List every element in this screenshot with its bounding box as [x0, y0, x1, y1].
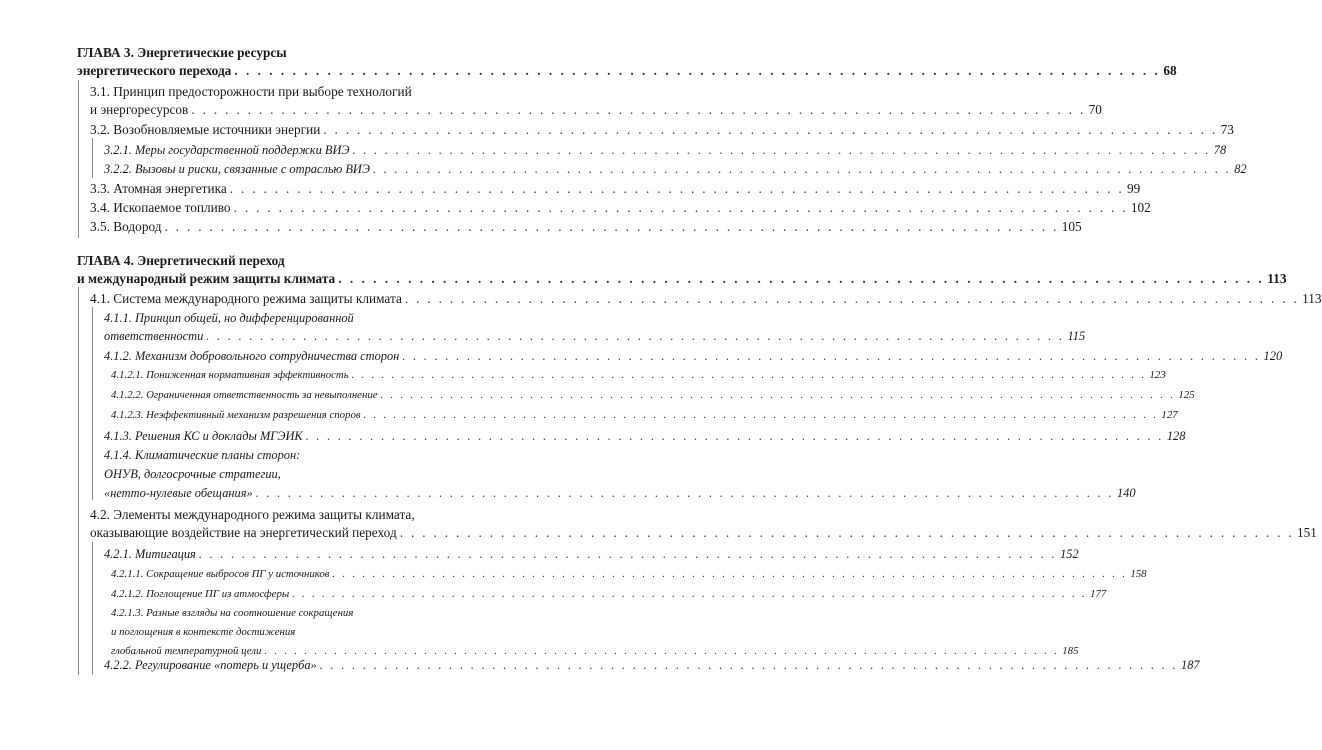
page-number: 125 — [1178, 389, 1195, 401]
toc-entry-title: 3.2.1. Меры государственной поддержки ВИЭ — [104, 143, 350, 157]
toc-entry-line — [77, 252, 494, 270]
dot-leader: . . . . . . . . . . . . . . . . . . . . . . . . . . . . . . . . . . . . . . . . . . . . . . . . . . . . . . . . . . . . . . . . . . . . . . . . . . . . . . . . — [234, 63, 1161, 78]
toc-entry-subsub[interactable] — [111, 406, 1178, 424]
dot-leader: . . . . . . . . . . . . . . . . . . . . . . . . . . . . . . . . . . . . . . . . . . . . . . . . . . . . . . . . . . . . . . . . . . . . . . . . . . . . . . . . — [206, 329, 1065, 343]
toc-entry-section[interactable] — [90, 506, 1317, 542]
toc-entry-title: 3.3. Атомная энергетика — [90, 181, 227, 196]
dot-leader: . . . . . . . . . . . . . . . . . . . . . . . . . . . . . . . . . . . . . . . . . . . . . . . . . . . . . . . . . . . . . . . . . . . . . . . . . . . . . . . . — [191, 102, 1086, 117]
dot-leader: . . . . . . . . . . . . . . . . . . . . . . . . . . . . . . . . . . . . . . . . . . . . . . . . . . . . . . . . . . . . . . . . . . . . . . . . . . . . . . . . — [264, 645, 1060, 657]
dot-leader: . . . . . . . . . . . . . . . . . . . . . . . . . . . . . . . . . . . . . . . . . . . . . . . . . . . . . . . . . . . . . . . . . . . . . . . . . . . . . . . . — [319, 658, 1178, 672]
toc-entry-subsub[interactable] — [111, 366, 1166, 384]
page-number: 140 — [1116, 486, 1136, 500]
toc-entry-title: 4.1.4. Климатические планы сторон: — [104, 448, 301, 462]
toc-entry-subsub[interactable] — [111, 386, 1195, 404]
dot-leader: . . . . . . . . . . . . . . . . . . . . . . . . . . . . . . . . . . . . . . . . . . . . . . . . . . . . . . . . . . . . . . . . . . . . . . . . . . . . . . . . — [338, 271, 1265, 286]
toc-entry-sub[interactable] — [104, 446, 1136, 503]
page-number: 127 — [1161, 409, 1178, 421]
toc-entry-line — [104, 309, 494, 327]
dot-leader: . . . . . . . . . . . . . . . . . . . . . . . . . . . . . . . . . . . . . . . . . . . . . . . . . . . . . . . . . . . . . . . . . . . . . . . . . . . . . . . . — [233, 200, 1128, 215]
toc-entry-title: глобальной температурной цели — [111, 645, 262, 657]
toc-entry-title: и международный режим защиты климата — [77, 271, 336, 286]
toc-entry-subsub[interactable] — [111, 604, 1079, 661]
toc-entry-title: 3.2.2. Вызовы и риски, связанные с отраслью ВИЭ — [104, 162, 370, 176]
toc-entry-section[interactable] — [90, 83, 1102, 119]
page-number: 128 — [1166, 429, 1186, 443]
toc-entry-title: 4.1.2.1. Пониженная нормативная эффективность — [111, 369, 349, 381]
toc-entry-sub[interactable] — [104, 427, 1186, 445]
dot-leader: . . . . . . . . . . . . . . . . . . . . . . . . . . . . . . . . . . . . . . . . . . . . . . . . . . . . . . . . . . . . . . . . . . . . . . . . . . . . . . . . — [164, 219, 1059, 234]
toc-entry-title: ГЛАВА 4. Энергетический переход — [77, 253, 285, 268]
dot-leader: . . . . . . . . . . . . . . . . . . . . . . . . . . . . . . . . . . . . . . . . . . . . . . . . . . . . . . . . . . . . . . . . . . . . . . . . . . . . . . . . — [380, 389, 1176, 401]
dot-leader: . . . . . . . . . . . . . . . . . . . . . . . . . . . . . . . . . . . . . . . . . . . . . . . . . . . . . . . . . . . . . . . . . . . . . . . . . . . . . . . . — [255, 486, 1114, 500]
toc-entry-chapter[interactable] — [77, 252, 1287, 288]
page-number: 78 — [1213, 143, 1227, 157]
page-number: 152 — [1060, 547, 1079, 561]
toc-entry-line — [104, 327, 1086, 345]
page-number: 113 — [1267, 271, 1287, 286]
toc-entry-line — [90, 180, 1141, 198]
page-number: 158 — [1130, 568, 1147, 580]
toc-entry-title: 4.1.3. Решения КС и доклады МГЭИК — [104, 429, 303, 443]
page-number: 73 — [1220, 122, 1234, 137]
toc-entry-title: и энергоресурсов — [90, 102, 189, 117]
toc-entry-title: 4.1.2.3. Неэффективный механизм разрешения споров — [111, 409, 361, 421]
toc-entry-title: 4.2.1. Митигация — [104, 547, 196, 561]
toc-entry-line — [90, 101, 1102, 119]
toc-entry-line — [111, 406, 1178, 424]
toc-entry-line — [104, 141, 1227, 159]
toc-entry-line — [77, 44, 494, 62]
toc-entry-title: 3.1. Принцип предосторожности при выборе технологий — [90, 84, 412, 99]
toc-entry-title: и поглощения в контексте достижения — [111, 626, 296, 638]
toc-entry-title: оказывающие воздействие на энергетический переход — [90, 525, 397, 540]
page-number: 187 — [1181, 658, 1200, 672]
toc-entry-sub[interactable] — [104, 160, 1247, 178]
dot-leader: . . . . . . . . . . . . . . . . . . . . . . . . . . . . . . . . . . . . . . . . . . . . . . . . . . . . . . . . . . . . . . . . . . . . . . . . . . . . . . . . — [198, 547, 1058, 561]
toc-entry-title: 4.2. Элементы международного режима защиты климата, — [90, 507, 415, 522]
dot-leader: . . . . . . . . . . . . . . . . . . . . . . . . . . . . . . . . . . . . . . . . . . . . . . . . . . . . . . . . . . . . . . . . . . . . . . . . . . . . . . . . — [323, 122, 1218, 137]
page-number: 102 — [1130, 200, 1151, 215]
toc-entry-title: 4.2.1.2. Поглощение ПГ из атмосферы — [111, 588, 290, 600]
toc-entry-title: ОНУВ, долгосрочные стратегии, — [104, 467, 281, 481]
toc-entry-title: 3.4. Ископаемое топливо — [90, 200, 231, 215]
toc-entry-line — [90, 506, 494, 524]
toc-entry-line — [77, 62, 1177, 80]
toc-entry-line — [111, 565, 1147, 583]
page-number: 99 — [1127, 181, 1141, 196]
toc-entry-line — [111, 366, 1166, 384]
page-number: 151 — [1296, 525, 1317, 540]
toc-entry-title: энергетического перехода — [77, 63, 232, 78]
toc-entry-line — [104, 347, 1283, 365]
toc-entry-title: 3.5. Водород — [90, 219, 162, 234]
dot-leader: . . . . . . . . . . . . . . . . . . . . . . . . . . . . . . . . . . . . . . . . . . . . . . . . . . . . . . . . . . . . . . . . . . . . . . . . . . . . . . . . — [229, 181, 1125, 196]
toc-entry-subsub[interactable] — [111, 565, 1147, 583]
toc-entry-sub[interactable] — [104, 545, 1079, 563]
toc-entry-line — [90, 290, 1322, 308]
page-number: 123 — [1149, 369, 1166, 381]
toc-entry-title: 4.2.1.3. Разные взгляды на соотношение сокращения — [111, 607, 354, 619]
toc-entry-title: 4.2.1.1. Сокращение выбросов ПГ у источников — [111, 568, 330, 580]
toc-entry-line — [111, 623, 494, 642]
toc-entry-title: 4.2.2. Регулирование «потерь и ущерба» — [104, 658, 317, 672]
toc-entry-section[interactable] — [90, 199, 1151, 217]
page-number: 105 — [1061, 219, 1082, 234]
page-number: 68 — [1163, 63, 1177, 78]
toc-entry-line — [90, 218, 1082, 236]
toc-entry-line — [90, 524, 1317, 542]
indent-guide-line — [78, 287, 79, 675]
page-number: 113 — [1302, 291, 1322, 306]
toc-entry-line — [104, 160, 1247, 178]
page-number: 82 — [1234, 162, 1247, 176]
toc-entry-title: 3.2. Возобновляемые источники энергии — [90, 122, 321, 137]
dot-leader: . . . . . . . . . . . . . . . . . . . . . . . . . . . . . . . . . . . . . . . . . . . . . . . . . . . . . . . . . . . . . . . . . . . . . . . . . . . . . . . . — [363, 409, 1159, 421]
toc-entry-section[interactable] — [90, 180, 1141, 198]
toc-entry-line — [90, 83, 494, 101]
toc-entry-section[interactable] — [90, 290, 1322, 308]
dot-leader: . . . . . . . . . . . . . . . . . . . . . . . . . . . . . . . . . . . . . . . . . . . . . . . . . . . . . . . . . . . . . . . . . . . . . . . . . . . . . . . . — [402, 349, 1261, 363]
page-number: 115 — [1067, 329, 1086, 343]
page-number: 185 — [1062, 645, 1079, 657]
toc-entry-line — [90, 199, 1151, 217]
dot-leader: . . . . . . . . . . . . . . . . . . . . . . . . . . . . . . . . . . . . . . . . . . . . . . . . . . . . . . . . . . . . . . . . . . . . . . . . . . . . . . . . — [292, 588, 1088, 600]
dot-leader: . . . . . . . . . . . . . . . . . . . . . . . . . . . . . . . . . . . . . . . . . . . . . . . . . . . . . . . . . . . . . . . . . . . . . . . . . . . . . . . . — [404, 291, 1300, 306]
toc-entry-sub[interactable] — [104, 309, 1086, 345]
toc-entry-line — [104, 446, 494, 465]
toc-entry-line — [104, 465, 494, 484]
page-number: 177 — [1090, 588, 1107, 600]
dot-leader: . . . . . . . . . . . . . . . . . . . . . . . . . . . . . . . . . . . . . . . . . . . . . . . . . . . . . . . . . . . . . . . . . . . . . . . . . . . . . . . . — [352, 143, 1211, 157]
toc-entry-line — [104, 427, 1186, 445]
indent-guide-line — [92, 307, 93, 500]
toc-entry-title: ответственности — [104, 329, 204, 343]
toc-entry-subsub[interactable] — [111, 585, 1107, 603]
toc-entry-title: ГЛАВА 3. Энергетические ресурсы — [77, 45, 287, 60]
toc-entry-section[interactable] — [90, 121, 1234, 139]
toc-entry-chapter[interactable] — [77, 44, 1177, 80]
toc-entry-line — [104, 545, 1079, 563]
page-number: 70 — [1088, 102, 1102, 117]
toc-entry-title: 4.1.2. Механизм добровольного сотрудничества сторон — [104, 349, 400, 363]
toc-entry-section[interactable] — [90, 218, 1082, 236]
toc-entry-line — [104, 656, 1200, 674]
toc-entry-title: «нетто-нулевые обещания» — [104, 486, 253, 500]
dot-leader: . . . . . . . . . . . . . . . . . . . . . . . . . . . . . . . . . . . . . . . . . . . . . . . . . . . . . . . . . . . . . . . . . . . . . . . . . . . . . . . . — [351, 369, 1147, 381]
toc-entry-line — [90, 121, 1234, 139]
toc-entry-title: 4.1.2.2. Ограниченная ответственность за невыполнение — [111, 389, 378, 401]
dot-leader: . . . . . . . . . . . . . . . . . . . . . . . . . . . . . . . . . . . . . . . . . . . . . . . . . . . . . . . . . . . . . . . . . . . . . . . . . . . . . . . . — [305, 429, 1164, 443]
dot-leader: . . . . . . . . . . . . . . . . . . . . . . . . . . . . . . . . . . . . . . . . . . . . . . . . . . . . . . . . . . . . . . . . . . . . . . . . . . . . . . . . — [372, 162, 1232, 176]
toc-entry-line — [111, 386, 1195, 404]
page-number: 120 — [1263, 349, 1283, 363]
toc-entry-sub[interactable] — [104, 347, 1283, 365]
toc-entry-line — [104, 484, 1136, 503]
toc-entry-line — [111, 585, 1107, 603]
dot-leader: . . . . . . . . . . . . . . . . . . . . . . . . . . . . . . . . . . . . . . . . . . . . . . . . . . . . . . . . . . . . . . . . . . . . . . . . . . . . . . . . — [399, 525, 1294, 540]
toc-entry-sub[interactable] — [104, 141, 1227, 159]
indent-guide-line — [92, 138, 93, 178]
toc-entry-sub[interactable] — [104, 656, 1200, 674]
toc-entry-line — [77, 270, 1287, 288]
toc-entry-line — [111, 604, 494, 623]
dot-leader: . . . . . . . . . . . . . . . . . . . . . . . . . . . . . . . . . . . . . . . . . . . . . . . . . . . . . . . . . . . . . . . . . . . . . . . . . . . . . . . . — [332, 568, 1128, 580]
toc-entry-title: 4.1. Система международного режима защиты климата — [90, 291, 402, 306]
toc-entry-title: 4.1.1. Принцип общей, но дифференцированной — [104, 311, 354, 325]
indent-guide-line — [92, 542, 93, 675]
indent-guide-line — [78, 80, 79, 238]
